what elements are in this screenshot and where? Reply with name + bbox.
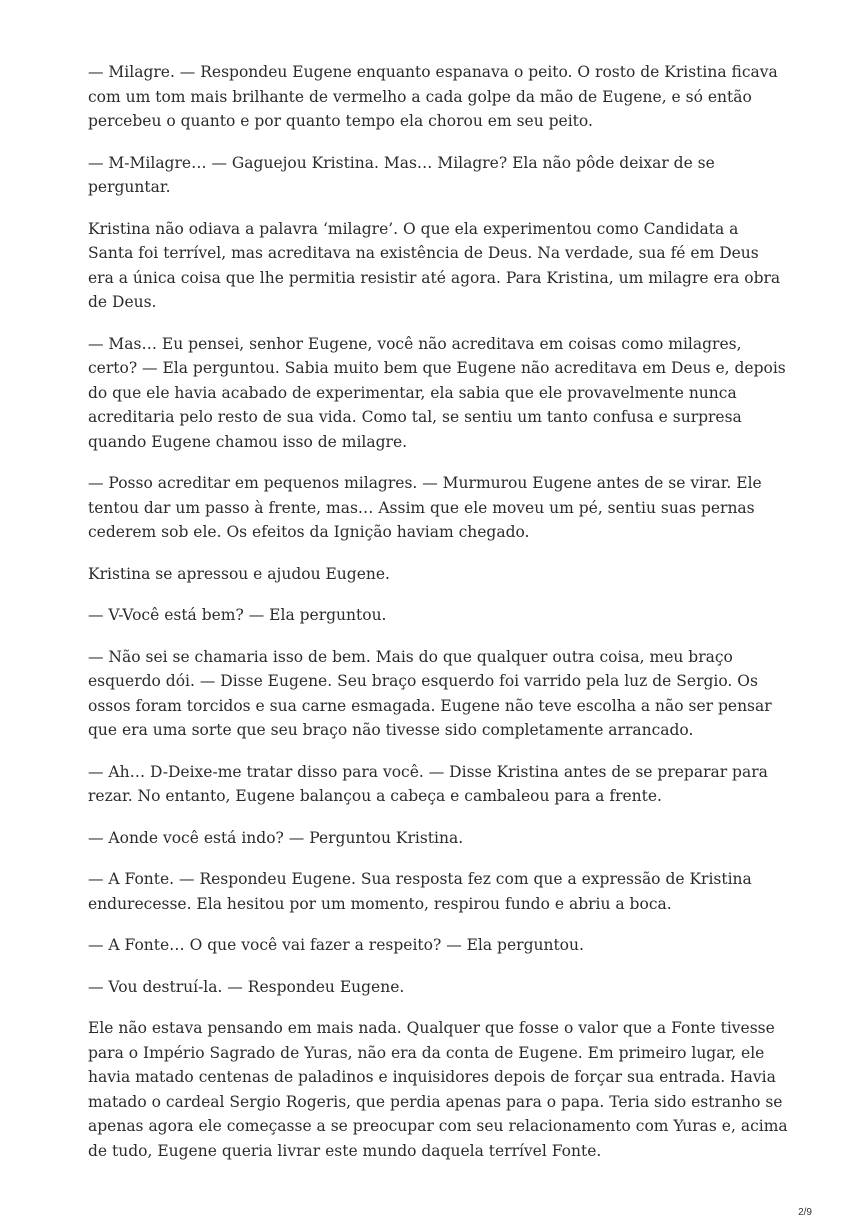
paragraph-3: Kristina não odiava a palavra ‘milagre’. O que ela experimentou como Candidata a Santa foi terrível, mas acreditava na existência de Deus. Na verdade, sua fé em Deus era a única coisa que lhe permitia resistir até agora. Para Kristina, um milagre era obra de Deus.	[88, 219, 781, 311]
document-page	[88, 60, 788, 1180]
paragraph-9: — Ah… D-Deixe-me tratar disso para você. — Disse Kristina antes de se preparar para rezar. No entanto, Eugene balançou a cabeça e cambaleou para a frente.	[88, 762, 768, 805]
paragraph-14: Ele não estava pensando em mais nada. Qualquer que fosse o valor que a Fonte tivesse para o Império Sagrado de Yuras, não era da conta de Eugene. Em primeiro lugar, ele havia matado centenas de paladinos e inquisidores depois de forçar sua entrada. Havia matado o cardeal Sergio Rogeris, que perdia apenas para o papa. Teria sido estranho se apenas agora ele começasse a se preocupar com seu relacionamento com Yuras e, acima de tudo, Eugene queria livrar este mundo daquela terrível Fonte.	[88, 1019, 788, 1160]
paragraph-4: — Mas… Eu pensei, senhor Eugene, você não acreditava em coisas como milagres, certo? — Ela perguntou. Sabia muito bem que Eugene não acreditava em Deus e, depois do que ele havia acabado de experimentar, ela sabia que ele provavelmente nunca acreditaria pelo resto de sua vida. Como tal, se sentiu um tanto confusa e surpresa quando Eugene chamou isso de milagre.	[88, 334, 786, 451]
paragraph-2: — M-Milagre… — Gaguejou Kristina. Mas… Milagre? Ela não pôde deixar de se perguntar.	[88, 153, 715, 196]
paragraph-6: Kristina se apressou e ajudou Eugene.	[88, 564, 390, 583]
paragraph-1: — Milagre. — Respondeu Eugene enquanto espanava o peito. O rosto de Kristina ficava com um tom mais brilhante de vermelho a cada golpe da mão de Eugene, e só então percebeu o quanto e por quanto tempo ela chorou em seu peito.	[88, 63, 778, 130]
page-number: 2/9	[798, 1207, 812, 1218]
paragraph-5: — Posso acreditar em pequenos milagres. — Murmurou Eugene antes de se virar. Ele tentou dar um passo à frente, mas… Assim que ele moveu um pé, sentiu suas pernas cederem sob ele. Os efeitos da Ignição haviam chegado.	[88, 474, 762, 541]
paragraph-11: — A Fonte. — Respondeu Eugene. Sua resposta fez com que a expressão de Kristina endurecesse. Ela hesitou por um momento, respirou fundo e abriu a boca.	[88, 870, 752, 913]
paragraph-8: — Não sei se chamaria isso de bem. Mais do que qualquer outra coisa, meu braço esquerdo dói. — Disse Eugene. Seu braço esquerdo foi varrido pela luz de Sergio. Os ossos foram torcidos e sua carne esmagada. Eugene não teve escolha a não ser pensar que era uma sorte que seu braço não tivesse sido completamente arrancado.	[88, 647, 772, 739]
paragraph-10: — Aonde você está indo? — Perguntou Kristina.	[88, 828, 464, 847]
paragraph-7: — V-Você está bem? — Ela perguntou.	[88, 606, 387, 624]
paragraph-13: — Vou destruí-la. — Respondeu Eugene.	[88, 977, 405, 996]
paragraph-12: — A Fonte… O que você vai fazer a respeito? — Ela perguntou.	[88, 936, 584, 954]
